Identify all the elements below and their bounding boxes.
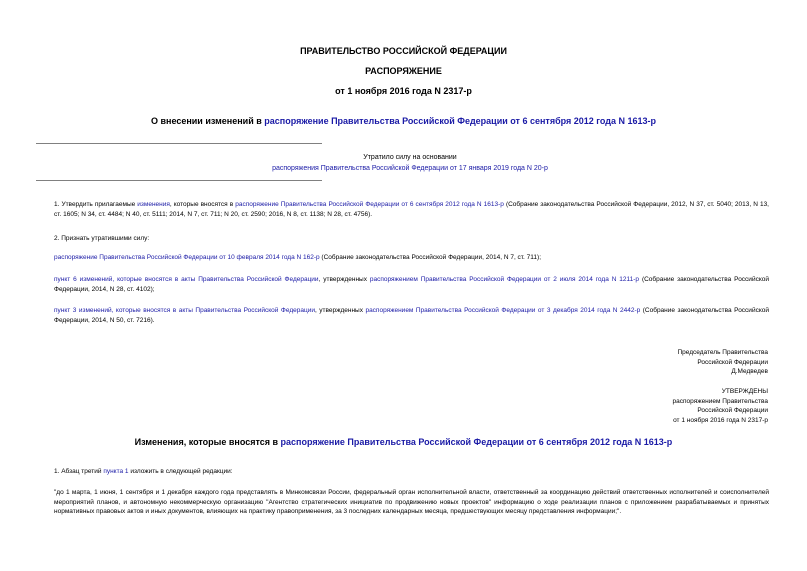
change-item-1: 1. Абзац третий пункта 1 изложить в следующей редакции: bbox=[54, 468, 233, 475]
paragraph-3: распоряжение Правительства Российской Федерации от 10 февраля 2014 года N 162-р (Собрание законодательства Российской Федерации, 2014, N 7, ст. 711); bbox=[54, 254, 542, 261]
title-prefix: О внесении изменений в bbox=[150, 116, 265, 126]
document-title bbox=[0, 116, 807, 126]
divider-top bbox=[36, 143, 322, 144]
status-link[interactable]: распоряжения Правительства Российской Федерации от 17 января 2019 года N 20-р bbox=[272, 165, 548, 172]
changes-title-link[interactable]: распоряжение Правительства Российской Федерации от 6 сентября 2012 года N 1613-р bbox=[280, 437, 673, 447]
p4-order-link[interactable]: распоряжением Правительства Российской Федерации от 2 июля 2014 года N 1211-р bbox=[369, 276, 640, 283]
paragraph-4: пункт 6 изменений, которые вносятся в акты Правительства Российской Федерации, утвержденных распоряжением Правительства Российской Федерации от 2 июля 2014 года N 1211-р (Собрание законодательства Российской Федерации, 2014, N 28, ст. 4102); bbox=[54, 276, 769, 293]
approval-line-2: распоряжением Правительства bbox=[672, 397, 768, 405]
changes-title bbox=[0, 437, 807, 447]
change-quote: "до 1 марта, 1 июня, 1 сентября и 1 декабря каждого года представлять в Минкомсвязи России, федеральный орган исполнительной власти, ответственный за координацию действий ответственных исполнителей и соисполнителей мероприятий планов, и автономную некоммерческую организацию "Агентство стратегических инициатив по продвижению новых проектов" информацию о ходе реализации планов с приложением разрабатываемых и принятых нормативных правовых актов и иных документов, влияющих на практику правоприменения, за 3 последних календарных месяца, предшествующих месяцу представления информации;". bbox=[54, 489, 769, 515]
approval-block bbox=[400, 387, 768, 425]
item1-point-link[interactable]: пункта 1 bbox=[103, 468, 129, 475]
signature-block bbox=[400, 348, 768, 377]
status-link-line bbox=[180, 164, 640, 174]
document-type: РАСПОРЯЖЕНИЕ bbox=[365, 66, 442, 76]
approval-line-4: от 1 ноября 2016 года N 2317-р bbox=[673, 416, 768, 424]
paragraph-2: 2. Признать утратившими силу: bbox=[54, 235, 150, 242]
approval-heading: УТВЕРЖДЕНЫ bbox=[721, 388, 768, 395]
p1-changes-link[interactable]: изменения bbox=[137, 201, 170, 208]
status-note: Утратило силу на основании bbox=[363, 154, 457, 161]
paragraph-1: 1. Утвердить прилагаемые изменения, которые вносятся в распоряжение Правительства Российской Федерации от 6 сентября 2012 года N 1613-р (Собрание законодательства Российской Федерации, 2012, N 37, ст. 5040; 2013, N 13, ст. 1605; N 34, ст. 4484; N 40, ст. 5111; 2014, N 7, ст. 711; N 20, ст. 2590; 2016, N 8, ст. 1138; N 28, ст. 4756). bbox=[54, 201, 769, 218]
signature-position: Председатель Правительства bbox=[677, 349, 768, 356]
p5-order-link[interactable]: распоряжением Правительства Российской Федерации от 3 декабря 2014 года N 2442-р bbox=[365, 307, 641, 314]
p5-item-link[interactable]: пункт 3 изменений, которые вносятся в акты Правительства Российской Федерации bbox=[54, 307, 315, 314]
title-link[interactable]: распоряжение Правительства Российской Федерации от 6 сентября 2012 года N 1613-р bbox=[264, 116, 657, 126]
approval-line-3: Российской Федерации bbox=[697, 407, 768, 414]
paragraph-5: пункт 3 изменений, которые вносятся в акты Правительства Российской Федерации, утвержденных распоряжением Правительства Российской Федерации от 3 декабря 2014 года N 2442-р (Собрание законодательства Российской Федерации, 2014, N 50, ст. 7216). bbox=[54, 307, 769, 324]
p3-order-link[interactable]: распоряжение Правительства Российской Федерации от 10 февраля 2014 года N 162-р bbox=[54, 254, 320, 261]
document-date-number: от 1 ноября 2016 года N 2317-р bbox=[335, 86, 472, 96]
government-heading: ПРАВИТЕЛЬСТВО РОССИЙСКОЙ ФЕДЕРАЦИИ bbox=[300, 46, 507, 56]
signature-country: Российской Федерации bbox=[697, 358, 768, 366]
changes-title-prefix: Изменения, которые вносятся в bbox=[134, 437, 281, 447]
p4-item-link[interactable]: пункт 6 изменений, которые вносятся в акты Правительства Российской Федерации bbox=[54, 276, 319, 283]
divider-bottom bbox=[36, 180, 322, 181]
p1-order-link[interactable]: распоряжение Правительства Российской Федерации от 6 сентября 2012 года N 1613-р bbox=[235, 201, 504, 208]
signature-name: Д.Медведев bbox=[731, 368, 768, 375]
